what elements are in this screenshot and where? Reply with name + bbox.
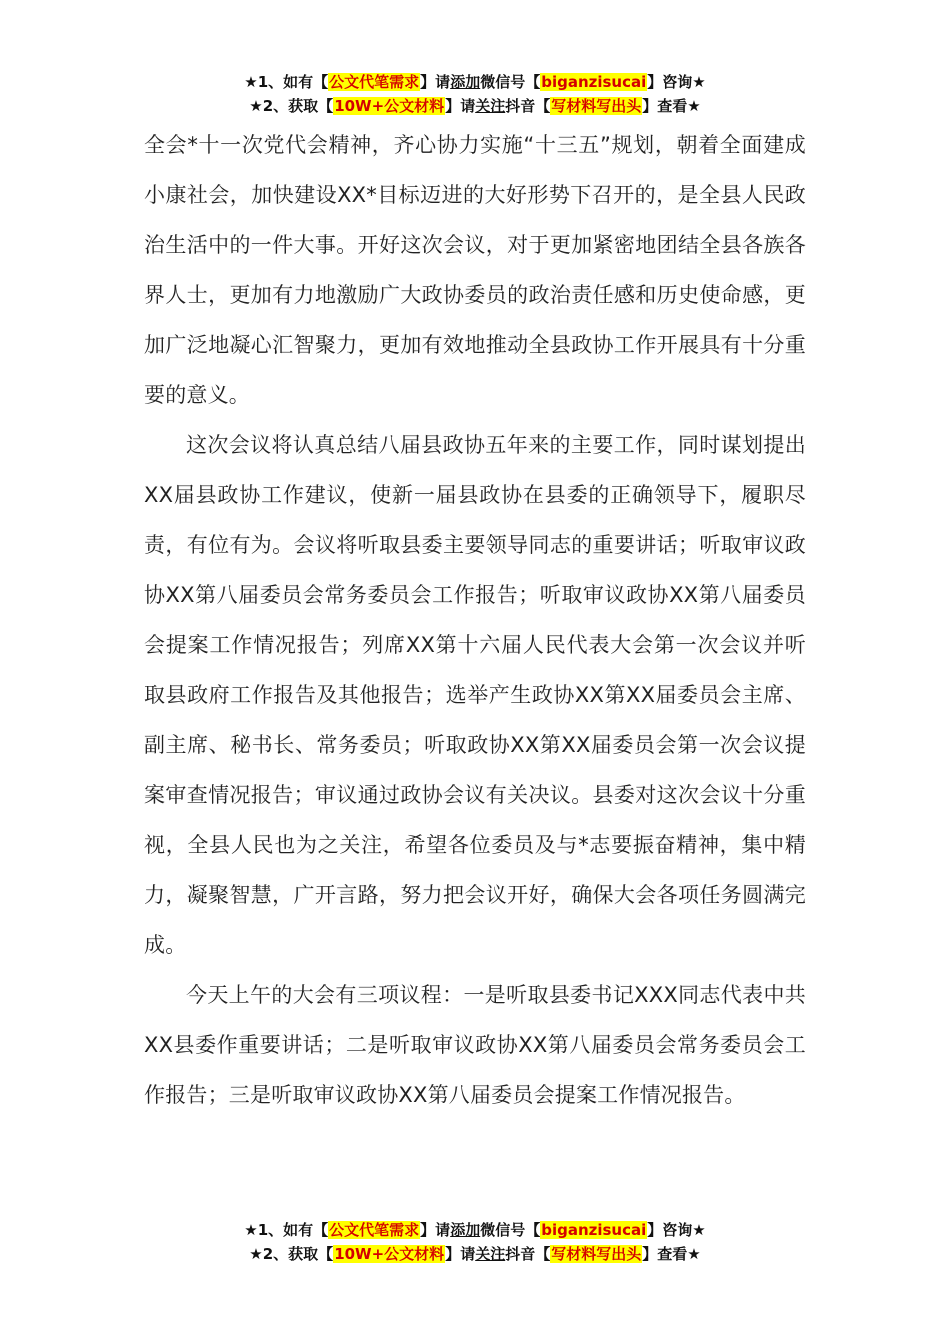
banner-text: ★1、如有【 bbox=[244, 1221, 329, 1239]
banner-line-1 bbox=[0, 70, 950, 94]
bottom-banner bbox=[0, 1218, 950, 1266]
banner-text: 】查看★ bbox=[642, 97, 701, 115]
banner-text: 】请 bbox=[420, 73, 451, 91]
banner-text: 】请 bbox=[445, 1245, 476, 1263]
highlight-service: 公文代笔需求 bbox=[329, 73, 420, 91]
banner-text: 】咨询★ bbox=[647, 73, 706, 91]
banner-text: 】请 bbox=[445, 97, 476, 115]
banner-text: 】查看★ bbox=[642, 1245, 701, 1263]
banner-text: 抖音【 bbox=[505, 97, 551, 115]
banner-text: 】咨询★ bbox=[647, 1221, 706, 1239]
banner-text: ★1、如有【 bbox=[244, 73, 329, 91]
paragraph: 今天上午的大会有三项议程：一是听取县委书记XXX同志代表中共XX县委作重要讲话；二是听取审议政协XX第八届委员会常务委员会工作报告；三是听取审议政协XX第八届委员会提案工作情况报告。 bbox=[144, 983, 806, 1107]
highlight-materials: 10W+公文材料 bbox=[334, 1245, 445, 1263]
document-body bbox=[144, 120, 806, 1120]
highlight-materials: 10W+公文材料 bbox=[334, 97, 445, 115]
banner-line-2 bbox=[0, 94, 950, 118]
highlight-service: 公文代笔需求 bbox=[329, 1221, 420, 1239]
highlight-wechat-id: biganzisucai bbox=[541, 1221, 647, 1239]
top-banner bbox=[0, 70, 950, 118]
highlight-douyin-id: 写材料写出头 bbox=[551, 97, 642, 115]
banner-underline: 关注 bbox=[475, 97, 506, 115]
banner-line-2 bbox=[0, 1242, 950, 1266]
banner-underline: 添加 bbox=[450, 1221, 481, 1239]
banner-underline: 添加 bbox=[450, 73, 481, 91]
banner-underline: 关注 bbox=[475, 1245, 506, 1263]
banner-text: ★2、获取【 bbox=[249, 1245, 334, 1263]
paragraph: 这次会议将认真总结八届县政协五年来的主要工作，同时谋划提出XX届县政协工作建议，使新一届县政协在县委的正确领导下，履职尽责，有位有为。会议将听取县委主要领导同志的重要讲话；听取审议政协XX第八届委员会常务委员会工作报告；听取审议政协XX第八届委员会提案工作情况报告；列席XX第十六届人民代表大会第一次会议并听取县政府工作报告及其他报告；选举产生政协XX第XX届委员会主席、副主席、秘书长、常务委员；听取政协XX第XX届委员会第一次会议提案审查情况报告；审议通过政协会议有关决议。县委对这次会议十分重视，全县人民也为之关注，希望各位委员及与*志要振奋精神，集中精力，凝聚智慧，广开言路，努力把会议开好，确保大会各项任务圆满完成。 bbox=[144, 433, 806, 957]
banner-text: 微信号【 bbox=[480, 1221, 541, 1239]
highlight-douyin-id: 写材料写出头 bbox=[551, 1245, 642, 1263]
paragraph: 全会*十一次党代会精神，齐心协力实施“十三五”规划，朝着全面建成小康社会，加快建设XX*目标迈进的大好形势下召开的，是全县人民政治生活中的一件大事。开好这次会议，对于更加紧密地团结全县各族各界人士，更加有力地激励广大政协委员的政治责任感和历史使命感，更加广泛地凝心汇智聚力，更加有效地推动全县政协工作开展具有十分重要的意义。 bbox=[144, 133, 806, 407]
highlight-wechat-id: biganzisucai bbox=[541, 73, 647, 91]
banner-line-1 bbox=[0, 1218, 950, 1242]
banner-text: 微信号【 bbox=[480, 73, 541, 91]
banner-text: 抖音【 bbox=[505, 1245, 551, 1263]
banner-text: ★2、获取【 bbox=[249, 97, 334, 115]
banner-text: 】请 bbox=[420, 1221, 451, 1239]
